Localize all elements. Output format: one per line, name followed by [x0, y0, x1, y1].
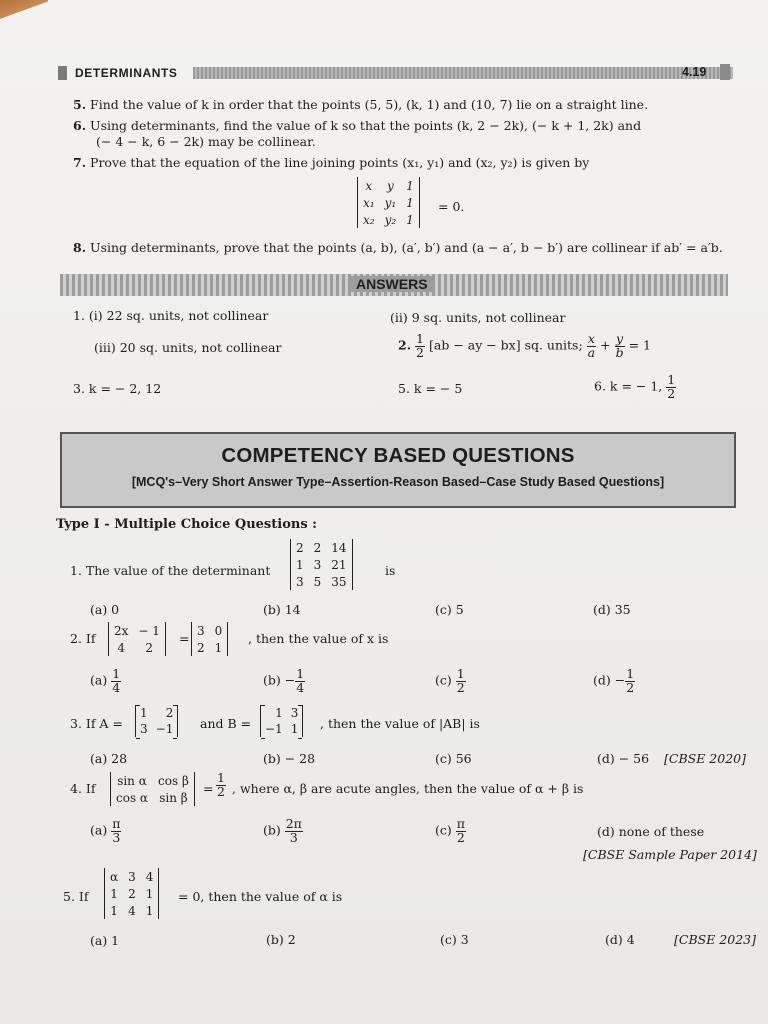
mcq5-det-cell-0-1: 3	[128, 869, 136, 884]
mcq1-det-cell-0-1: 2	[313, 540, 322, 555]
mcq2-right-cell-0-0: 3	[197, 623, 205, 638]
mcq5-option-a[interactable]: (a) 1	[90, 933, 120, 948]
mcq2-right-cell-1-1: 1	[214, 640, 223, 655]
fraction-y-b: $\frac{y}{b}$	[615, 331, 624, 360]
mcq2-left-cell-0-1: − 1	[138, 623, 160, 638]
mcq2-option-b[interactable]: (b) − $\frac{1}{4}$	[263, 666, 305, 695]
exercise-q5: 5. Find the value of k in order that the points (5, 5), (k, 1) and (10, 7) lie on a straight line.	[73, 97, 649, 112]
answer-3: 3. k = − 2, 12	[73, 381, 162, 396]
answer-1ii: (ii) 9 sq. units, not collinear	[390, 310, 566, 325]
q7-determinant	[357, 177, 420, 228]
mcq3-option-c[interactable]: (c) 56	[435, 751, 472, 766]
exercise-q7: 7. Prove that the equation of the line joining points (x₁, y₁) and (x₂, y₂) is given by	[73, 155, 590, 170]
mcq3-stem: 3. If A =	[70, 716, 123, 731]
mcq4-det-cell-1-1: sin β	[159, 790, 188, 805]
matrix-b-cell-0-0: 1	[275, 706, 283, 720]
mcq5-det-cell-0-2: 4	[145, 869, 154, 884]
mcq5-determinant	[104, 868, 159, 919]
matrix-b-cell-1-0: −1	[265, 722, 283, 736]
matrix-a-cell-0-0: 1	[140, 706, 148, 720]
mcq4-stem: 4. If	[70, 781, 96, 796]
mcq1-tail: is	[385, 563, 396, 578]
mcq1-det-cell-1-1: 3	[313, 557, 322, 572]
mcq2-determinant-left	[108, 622, 166, 656]
mcq2-left-cell-1-0: 4	[117, 640, 126, 655]
mcq1-det-cell-2-0: 3	[296, 574, 304, 589]
mcq5-det-cell-2-1: 4	[128, 903, 136, 918]
mcq1-det-cell-0-2: 14	[331, 540, 347, 555]
mcq4-equals: =	[203, 781, 214, 796]
q7-det-cell-0-1: y	[386, 178, 394, 193]
mcq3-option-a[interactable]: (a) 28	[90, 751, 128, 766]
mcq5-det-cell-2-0: 1	[110, 903, 118, 918]
mcq4-det-cell-1-0: cos α	[116, 790, 149, 805]
matrix-b-cell-0-1: 3	[290, 706, 299, 720]
mcq3-mid: and B =	[200, 716, 252, 731]
q7-det-cell-1-0: x₁	[363, 195, 375, 210]
mcq1-option-a[interactable]: (a) 0	[90, 602, 120, 617]
mcq3-source: [CBSE 2020]	[664, 751, 746, 766]
mcq4-option-c[interactable]: (c) $\frac{\pi}{2}$	[435, 816, 465, 845]
mcq3-option-d[interactable]: (d) − 56	[597, 751, 650, 766]
chapter-title: DETERMINANTS	[75, 66, 178, 80]
mcq2-equals: =	[179, 631, 190, 646]
answer-5: 5. k = − 5	[398, 381, 463, 396]
mcq3-option-b[interactable]: (b) − 28	[263, 751, 316, 766]
competency-subtitle: [MCQ's–Very Short Answer Type–Assertion-Reason Based–Case Study Based Questions]	[131, 475, 665, 489]
mcq4-option-b[interactable]: (b) $\frac{2\pi}{3}$	[263, 816, 302, 845]
mcq2-left-cell-1-1: 2	[145, 640, 153, 655]
matrix-a	[135, 705, 178, 737]
matrix-a-cell-1-0: 3	[140, 722, 148, 736]
exercise-q8: 8. Using determinants, prove that the points (a, b), (a′, b′) and (a − a′, b − b′) are collinear if ab′ = a′b.	[73, 240, 723, 255]
answer-1iii: (iii) 20 sq. units, not collinear	[94, 340, 282, 355]
mcq5-option-b[interactable]: (b) 2	[266, 932, 296, 947]
mcq4-tail: , where α, β are acute angles, then the value of α + β is	[232, 781, 584, 796]
answer-2: 2. $\frac{1}{2}$ [ab − ay − bx] sq. units; $\frac{x}{a}$ + $\frac{y}{b}$ = 1	[398, 331, 651, 360]
competency-banner	[60, 432, 736, 508]
mcq2-stem: 2. If	[70, 631, 96, 646]
mcq5-det-cell-2-2: 1	[145, 903, 154, 918]
mcq5-option-d[interactable]: (d) 4	[605, 932, 635, 947]
q7-det-cell-2-2: 1	[406, 212, 414, 227]
mcq5-det-cell-0-0: α	[110, 869, 119, 884]
mcq4-option-a[interactable]: (a) $\frac{\pi}{3}$	[90, 816, 121, 845]
answer-1i: 1. (i) 22 sq. units, not collinear	[73, 308, 269, 323]
header-marker	[58, 66, 67, 80]
mcq5-det-cell-1-2: 1	[145, 886, 154, 901]
competency-title: COMPETENCY BASED QUESTIONS	[221, 444, 575, 467]
mcq5-source: [CBSE 2023]	[674, 932, 756, 947]
fraction-half-a6: $\frac{1}{2}$	[667, 372, 676, 401]
q7-det-cell-2-1: y₂	[384, 212, 397, 227]
mcq1-det-cell-2-1: 5	[313, 574, 322, 589]
exercise-q6-line2: (− 4 − k, 6 − 2k) may be collinear.	[96, 134, 316, 149]
mcq2-left-cell-0-0: 2x	[114, 623, 129, 638]
mcq1-det-cell-2-2: 35	[331, 574, 347, 589]
matrix-b-cell-1-1: 1	[290, 722, 299, 736]
header-marker-right	[720, 64, 730, 80]
mcq4-option-d[interactable]: (d) none of these	[597, 824, 705, 839]
mcq1-option-c[interactable]: (c) 5	[435, 602, 464, 617]
answer-6: 6. k = − 1, $\frac{1}{2}$	[594, 372, 676, 401]
mcq2-right-cell-0-1: 0	[214, 623, 223, 638]
answers-banner	[60, 274, 728, 296]
mcq1-option-b[interactable]: (b) 14	[263, 602, 301, 617]
mcq1-det-cell-1-0: 1	[296, 557, 304, 572]
mcq4-source: [CBSE Sample Paper 2014]	[583, 847, 757, 862]
header-rule	[193, 67, 733, 79]
matrix-a-cell-1-1: −1	[155, 722, 174, 736]
answers-title: ANSWERS	[350, 276, 434, 292]
mcq1-option-d[interactable]: (d) 35	[593, 602, 631, 617]
mcq4-determinant	[110, 772, 195, 806]
q7-det-cell-0-2: 1	[406, 178, 414, 193]
mcq2-right-cell-1-0: 2	[197, 640, 205, 655]
mcq1-det-cell-0-0: 2	[296, 540, 304, 555]
running-header	[58, 64, 730, 82]
mcq5-stem: 5. If	[63, 889, 89, 904]
mcq2-tail: , then the value of x is	[248, 631, 389, 646]
mcq1-stem: 1. The value of the determinant	[70, 563, 271, 578]
q7-det-cell-0-0: x	[365, 178, 373, 193]
q7-rhs: = 0.	[438, 199, 465, 214]
fraction-x-a: $\frac{x}{a}$	[587, 331, 596, 360]
mcq2-option-c[interactable]: (c) $\frac{1}{2}$	[435, 666, 465, 695]
matrix-a-cell-0-1: 2	[165, 706, 174, 720]
mcq5-det-cell-1-1: 2	[128, 886, 136, 901]
page-corner	[0, 0, 48, 20]
exercise-q6: 6. Using determinants, find the value of k so that the points (k, 2 − 2k), (− k + 1, 2k) and	[73, 118, 642, 133]
mcq3-tail: , then the value of |AB| is	[320, 716, 480, 731]
mcq2-option-a[interactable]: (a) $\frac{1}{4}$	[90, 666, 121, 695]
q7-det-cell-2-0: x₂	[363, 212, 375, 227]
mcq1-determinant	[290, 539, 353, 590]
mcq5-det-cell-1-0: 1	[110, 886, 118, 901]
fraction-half: $\frac{1}{2}$	[416, 331, 424, 360]
mcq5-option-c[interactable]: (c) 3	[440, 932, 469, 947]
type-heading: Type I - Multiple Choice Questions :	[56, 517, 317, 532]
mcq1-det-cell-1-2: 21	[331, 557, 347, 572]
mcq4-fraction: $\frac{1}{2}$	[217, 770, 225, 799]
mcq2-determinant-right	[191, 622, 228, 656]
mcq2-option-d[interactable]: (d) − $\frac{1}{2}$	[593, 666, 635, 695]
mcq5-tail: = 0, then the value of α is	[178, 889, 343, 904]
mcq4-det-cell-0-1: cos β	[158, 773, 189, 788]
matrix-b	[260, 705, 303, 737]
mcq4-det-cell-0-0: sin α	[117, 773, 147, 788]
page-number: 4.19	[682, 65, 707, 79]
q7-det-cell-1-2: 1	[406, 195, 414, 210]
q7-det-cell-1-1: y₁	[384, 195, 397, 210]
